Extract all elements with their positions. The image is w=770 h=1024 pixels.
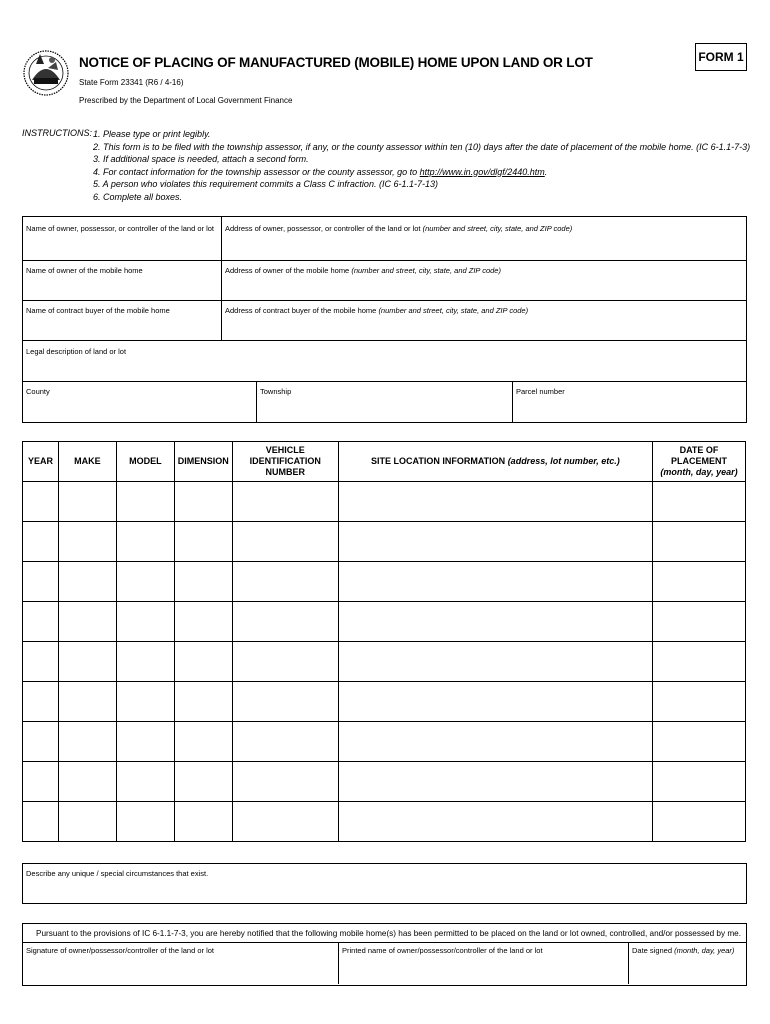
table-cell-input[interactable] [232, 642, 338, 682]
table-cell-input[interactable] [338, 682, 652, 722]
instruction-item: 5. A person who violates this requirement commits a Class C infraction. (IC 6-1.1-7-13) [93, 179, 438, 189]
legal-description-field[interactable]: Legal description of land or lot [26, 347, 127, 356]
table-row [23, 762, 746, 802]
parcel-number-field[interactable]: Parcel number [516, 387, 565, 396]
table-cell-input[interactable] [23, 722, 59, 762]
table-cell-input[interactable] [174, 722, 232, 762]
table-cell-input[interactable] [58, 642, 116, 682]
owner-address-field[interactable]: Address of owner, possessor, or controller of the land or lot (number and street, city, state, and ZIP code) [225, 224, 573, 233]
prescribed-by: Prescribed by the Department of Local Government Finance [79, 96, 293, 105]
certification-statement: Pursuant to the provisions of IC 6-1.1-7-3, you are hereby notified that the following mobile home(s) has been permitted to be placed on the land or lot owned, controlled, and/or possessed by me. [36, 929, 741, 938]
table-body [23, 482, 746, 842]
printed-name-field[interactable]: Printed name of owner/possessor/controller of the land or lot [342, 946, 543, 955]
table-cell-input[interactable] [23, 602, 59, 642]
state-form-number: State Form 23341 (R6 / 4-16) [79, 78, 184, 87]
col-header-site-location: SITE LOCATION INFORMATION (address, lot number, etc.) [338, 442, 652, 482]
table-cell-input[interactable] [338, 802, 652, 842]
table-cell-input[interactable] [653, 762, 746, 802]
table-cell-input[interactable] [653, 602, 746, 642]
table-cell-input[interactable] [174, 522, 232, 562]
column-divider [256, 381, 257, 422]
table-cell-input[interactable] [116, 682, 174, 722]
instruction-text: 4. For contact information for the township assessor or the county assessor, go to [93, 166, 420, 177]
table-cell-input[interactable] [116, 562, 174, 602]
table-cell-input[interactable] [58, 802, 116, 842]
table-cell-input[interactable] [653, 722, 746, 762]
section-divider [22, 381, 747, 382]
table-cell-input[interactable] [58, 522, 116, 562]
section-divider [22, 340, 747, 341]
table-cell-input[interactable] [174, 562, 232, 602]
section-divider [22, 300, 747, 301]
table-cell-input[interactable] [23, 762, 59, 802]
township-field[interactable]: Township [260, 387, 292, 396]
table-cell-input[interactable] [58, 562, 116, 602]
col-header-date-of-placement: DATE OF PLACEMENT (month, day, year) [653, 442, 746, 482]
home-owner-name-field[interactable]: Name of owner of the mobile home [26, 266, 143, 275]
table-cell-input[interactable] [653, 642, 746, 682]
table-cell-input[interactable] [338, 642, 652, 682]
instruction-item: 3. If additional space is needed, attach a second form. [93, 154, 309, 164]
date-signed-field[interactable]: Date signed (month, day, year) [632, 946, 735, 955]
instruction-item: 6. Complete all boxes. [93, 191, 183, 202]
table-cell-input[interactable] [116, 522, 174, 562]
table-row [23, 562, 746, 602]
table-cell-input[interactable] [58, 482, 116, 522]
table-row [23, 722, 746, 762]
col-header-vin: VEHICLE IDENTIFICATION NUMBER [232, 442, 338, 482]
table-cell-input[interactable] [653, 802, 746, 842]
state-seal-logo [22, 40, 70, 110]
table-cell-input[interactable] [58, 602, 116, 642]
table-cell-input[interactable] [116, 602, 174, 642]
column-divider [338, 942, 339, 984]
column-divider [628, 942, 629, 984]
table-cell-input[interactable] [338, 562, 652, 602]
table-cell-input[interactable] [116, 802, 174, 842]
dlgf-link[interactable]: http://www.in.gov/dlgf/2440.htm [419, 166, 545, 177]
owner-name-field[interactable]: Name of owner, possessor, or controller of the land or lot [26, 224, 215, 233]
table-cell-input[interactable] [174, 762, 232, 802]
column-divider [512, 381, 513, 422]
signature-field[interactable]: Signature of owner/possessor/controller of the land or lot [26, 946, 215, 955]
col-header-model: MODEL [116, 442, 174, 482]
table-cell-input[interactable] [58, 682, 116, 722]
table-row [23, 682, 746, 722]
table-cell-input[interactable] [58, 762, 116, 802]
table-cell-input[interactable] [116, 762, 174, 802]
table-row [23, 642, 746, 682]
column-divider [221, 216, 222, 340]
table-row [23, 522, 746, 562]
table-cell-input[interactable] [232, 682, 338, 722]
table-cell-input[interactable] [338, 602, 652, 642]
table-cell-input[interactable] [232, 602, 338, 642]
table-cell-input[interactable] [23, 682, 59, 722]
col-header-dimension: DIMENSION [174, 442, 232, 482]
table-cell-input[interactable] [232, 802, 338, 842]
col-header-year: YEAR [23, 442, 59, 482]
table-cell-input[interactable] [174, 802, 232, 842]
instruction-item: 2. This form is to be filed with the township assessor, if any, or the county assessor within ten (10) days after the date of placement of the mobile home. (IC 6-1.1-7-3) [93, 141, 751, 152]
table-cell-input[interactable] [116, 722, 174, 762]
county-field[interactable]: County [26, 387, 50, 396]
mobile-home-table [22, 441, 746, 842]
col-header-make: MAKE [58, 442, 116, 482]
owner-info-section [22, 216, 747, 423]
table-cell-input[interactable] [653, 562, 746, 602]
table-cell-input[interactable] [23, 642, 59, 682]
buyer-address-field[interactable]: Address of contract buyer of the mobile home (number and street, city, state, and ZIP code) [225, 306, 529, 315]
table-cell-input[interactable] [174, 602, 232, 642]
table-row [23, 802, 746, 842]
table-cell-input[interactable] [23, 802, 59, 842]
form-number-badge: FORM 1 [695, 43, 747, 71]
table-cell-input[interactable] [653, 522, 746, 562]
home-owner-address-field[interactable]: Address of owner of the mobile home (number and street, city, state, and ZIP code) [225, 266, 501, 275]
table-cell-input[interactable] [23, 522, 59, 562]
table-cell-input[interactable] [116, 482, 174, 522]
table-cell-input[interactable] [58, 722, 116, 762]
buyer-name-field[interactable]: Name of contract buyer of the mobile home [26, 306, 170, 315]
table-cell-input[interactable] [653, 682, 746, 722]
form-title: NOTICE OF PLACING OF MANUFACTURED (MOBILE) HOME UPON LAND OR LOT [79, 55, 593, 70]
table-row [23, 482, 746, 522]
instruction-item: 1. Please type or print legibly. [93, 129, 211, 139]
section-divider [22, 942, 747, 943]
table-cell-input[interactable] [23, 562, 59, 602]
table-cell-input[interactable] [653, 482, 746, 522]
table-cell-input[interactable] [232, 722, 338, 762]
instructions-list [93, 128, 750, 203]
table-cell-input[interactable] [338, 722, 652, 762]
table-cell-input[interactable] [232, 522, 338, 562]
table-header-row [23, 442, 746, 482]
table-cell-input[interactable] [23, 482, 59, 522]
instructions-label: INSTRUCTIONS: [22, 128, 93, 138]
table-cell-input[interactable] [116, 642, 174, 682]
table-cell-input[interactable] [232, 482, 338, 522]
table-row [23, 602, 746, 642]
special-circumstances-label: Describe any unique / special circumstances that exist. [26, 869, 209, 878]
table-cell-input[interactable] [338, 522, 652, 562]
instruction-item: 4. For contact information for the township assessor or the county assessor, go to http://www.in.gov/dlgf/2440.htm. [93, 166, 548, 177]
table-cell-input[interactable] [338, 762, 652, 802]
section-divider [22, 260, 747, 261]
table-cell-input[interactable] [174, 682, 232, 722]
table-cell-input[interactable] [232, 762, 338, 802]
table-cell-input[interactable] [232, 562, 338, 602]
table-cell-input[interactable] [174, 642, 232, 682]
table-cell-input[interactable] [338, 482, 652, 522]
table-cell-input[interactable] [174, 482, 232, 522]
